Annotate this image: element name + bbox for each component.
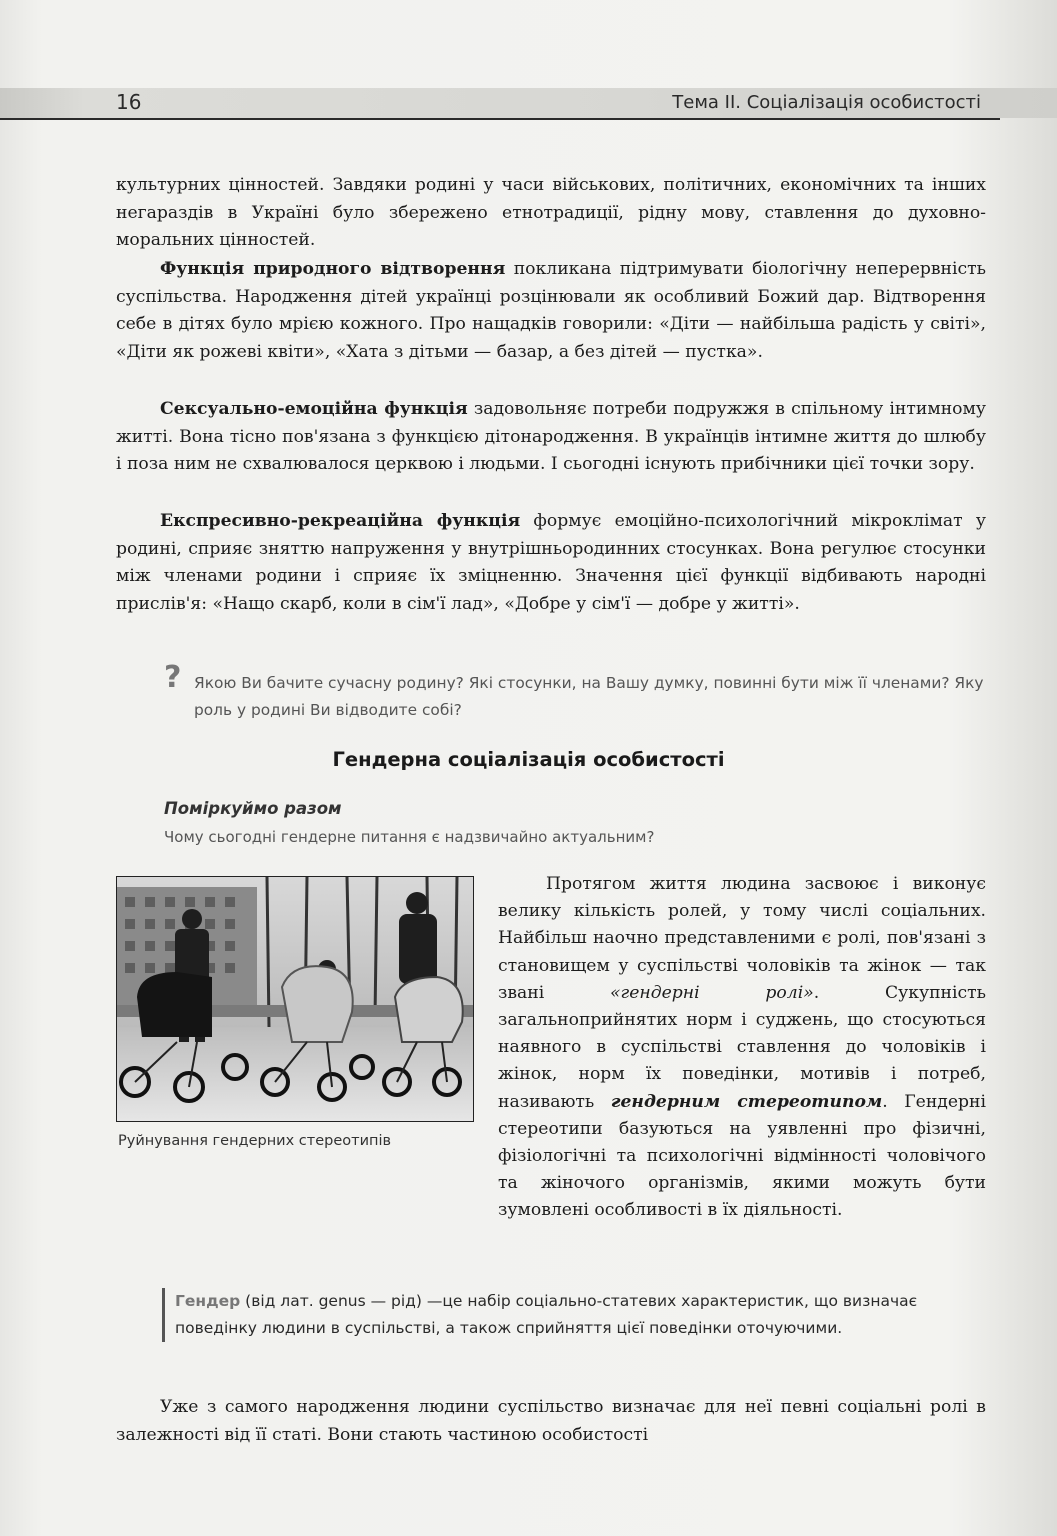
paragraph-2-text: покликана підтримувати біологічну неперервність суспільства. Народження дітей українці розцінювали як особливий Божий дар. Відтворення себе в дітях було мрією кожного. Про нащадків говорили: «Діти — найбільша радість у світі», «Діти як рожеві квіти», «Хата з дітьми — базар, а без дітей — пустка». xyxy=(116,259,986,362)
think-together-title: Поміркуймо разом xyxy=(164,799,342,818)
term-expressive-recreational: Експресивно-рекреаційна функція xyxy=(160,511,521,531)
header-rule xyxy=(0,118,1000,120)
closing-paragraph: Уже з самого народження людини суспільство визначає для неї певні соціальні ролі в залежності від її статі. Вони стають частиною особистості xyxy=(116,1397,986,1445)
chapter-title: Тема II. Соціалізація особистості xyxy=(672,92,981,113)
gender-roles-text-a: Протягом життя людина засвоює і виконує велику кількість ролей, у тому числі соціальних. Найбільш наочно представленими є ролі, пов'язані з становищем у суспільстві чоловіків та жінок — так звані xyxy=(498,874,986,1003)
paragraph-4 xyxy=(116,508,986,618)
term-gender-stereotype: гендерним стереотипом xyxy=(610,1091,883,1112)
photo-men-with-strollers xyxy=(116,876,474,1122)
paragraph-2 xyxy=(116,256,986,366)
term-gender-roles: «гендерні ролі» xyxy=(610,982,814,1003)
term-reproduction: Функція природного відтворення xyxy=(160,259,506,279)
paragraph-1: культурних цінностей. Завдяки родині у часи військових, політичних, економічних та інших негараздів в Україні було збережено етнотрадиції, рідну мову, ставлення до духовно-моральних цінностей. xyxy=(116,175,986,251)
think-together-question: Чому сьогодні гендерне питання є надзвичайно актуальним? xyxy=(164,828,655,846)
gender-roles-text-c: . Гендерні стереотипи базуються на уявленні про фізичні, фізіологічні та психологічні відмінності чоловічого та жіночого організмів, якими можуть бути зумовлені особливості в їх діяльності. xyxy=(498,1091,986,1221)
definition-term: Гендер xyxy=(175,1292,241,1310)
question-text: Якою Ви бачите сучасну родину? Які стосунки, на Вашу думку, повинні бути між її членами? Яку роль у родині Ви відводите собі? xyxy=(194,674,984,719)
page-number: 16 xyxy=(116,90,142,114)
section-heading: Гендерна соціалізація особистості xyxy=(332,748,725,771)
paragraph-3-text: задовольняє потреби подружжя в спільному інтимному житті. Вона тісно пов'язана з функцією дітонародження. В українців інтимне життя до шлюбу і поза ним не схвалювалося церквою і людьми. І сьогодні існують прибічники цієї точки зору. xyxy=(116,399,986,475)
term-sexual-emotional: Сексуально-емоційна функція xyxy=(160,399,468,419)
gender-roles-text-b: . Сукупність загальноприйнятих норм і суджень, що стосуються наявного в суспільстві ставлення до чоловіків і жінок, норм їх поведінки, мотивів і потреб, називають xyxy=(498,982,987,1112)
definition-box xyxy=(162,1288,995,1342)
photo-caption: Руйнування гендерних стереотипів xyxy=(118,1133,392,1149)
question-icon: ? xyxy=(164,660,182,695)
definition-text: (від лат. genus — рід) —це набір соціально-статевих характеристик, що визначає поведінку людини в суспільстві, а також сприйняття цієї поведінки оточуючими. xyxy=(175,1292,918,1337)
paragraph-3 xyxy=(116,396,986,479)
paragraph-4-text: формує емоційно-психологічний мікроклімат у родині, сприяє зняттю напруження у внутрішньородинних стосунках. Вона регулює стосунки між членами родини і сприяє їх зміцненню. Значення цієї функції відбивають народні прислів'я: «Нащо скарб, коли в сім'ї лад», «Добре у сім'ї — добре у житті». xyxy=(116,511,986,614)
gender-roles-text-intro xyxy=(498,871,986,1225)
